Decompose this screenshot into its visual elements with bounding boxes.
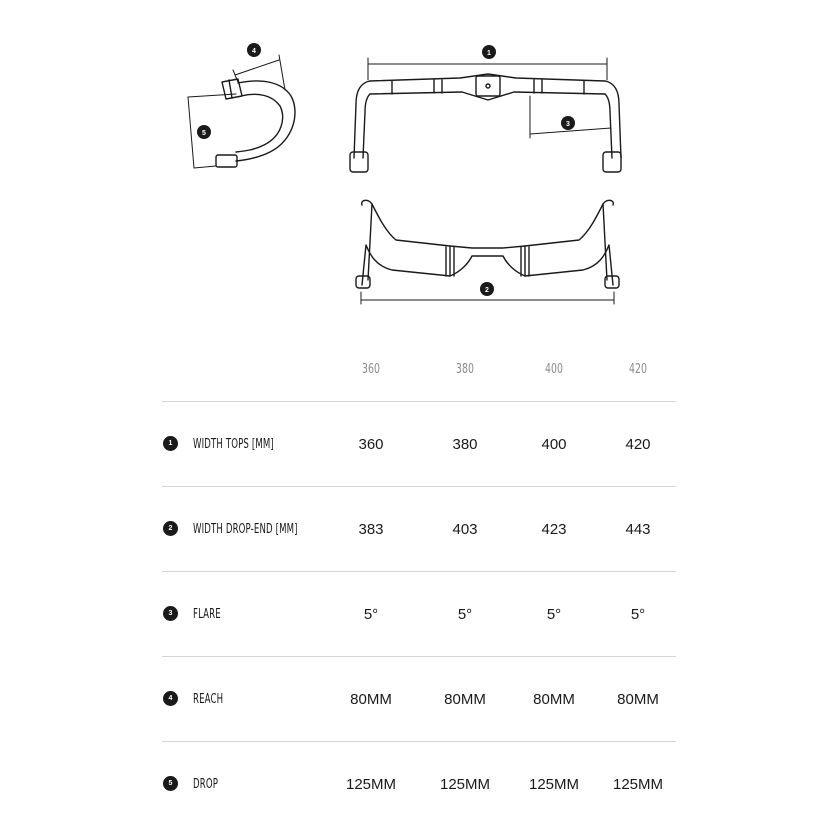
row-badge: 2: [163, 521, 178, 536]
table-cell: 360: [358, 436, 384, 453]
table-cell: 403: [452, 521, 478, 538]
table-cell: 125MM: [439, 776, 491, 793]
table-cell: 5°: [546, 606, 562, 623]
table-cell: 80MM: [533, 691, 575, 708]
table-row-reach: [162, 657, 676, 742]
size-header: 400: [545, 362, 563, 377]
callout-2: [480, 282, 494, 296]
svg-text:3: 3: [566, 121, 570, 128]
side-view-drawing: [216, 79, 295, 167]
size-header: 380: [456, 362, 474, 377]
drop-dimension: [188, 94, 236, 168]
row-badge: 4: [163, 691, 178, 706]
table-cell: 5°: [630, 606, 646, 623]
table-cell: 383: [358, 521, 384, 538]
size-header: 420: [629, 362, 647, 377]
table-cell: 380: [452, 436, 478, 453]
row-label: WIDTH TOPS [MM]: [193, 437, 274, 452]
callout-5: [197, 125, 211, 139]
row-label: DROP: [193, 777, 219, 792]
table-cell: 125MM: [345, 776, 397, 793]
row-badge: 1: [163, 436, 178, 451]
table-cell: 400: [541, 436, 567, 453]
table-header-row: [162, 340, 676, 402]
size-header: 360: [362, 362, 380, 377]
table-row-width-tops: [162, 402, 676, 487]
top-view-drawing: [356, 200, 619, 288]
svg-text:4: 4: [252, 48, 256, 55]
row-badge: 5: [163, 776, 178, 791]
table-row-flare: [162, 572, 676, 657]
geometry-table: [162, 340, 676, 826]
callout-4: [247, 43, 261, 57]
table-cell: 80MM: [444, 691, 486, 708]
front-view-drawing: [350, 74, 621, 172]
table-cell: 420: [625, 436, 651, 453]
table-cell: 125MM: [528, 776, 580, 793]
handlebar-diagram: [0, 0, 840, 330]
table-cell: 5°: [363, 606, 379, 623]
callout-3: [561, 116, 575, 130]
table-cell: 423: [541, 521, 567, 538]
row-label: WIDTH DROP-END [MM]: [193, 522, 298, 537]
callout-1: [482, 45, 496, 59]
row-badge: 3: [163, 606, 178, 621]
table-row-width-drop-end: [162, 487, 676, 572]
table-cell: 443: [625, 521, 651, 538]
table-cell: 125MM: [612, 776, 664, 793]
table-cell: 80MM: [617, 691, 659, 708]
svg-text:5: 5: [202, 130, 206, 137]
row-label: REACH: [193, 692, 224, 707]
table-row-drop: [162, 742, 676, 826]
table-cell: 80MM: [350, 691, 392, 708]
svg-text:2: 2: [485, 287, 489, 294]
svg-text:1: 1: [487, 50, 491, 57]
row-label: FLARE: [193, 607, 221, 622]
table-cell: 5°: [457, 606, 473, 623]
